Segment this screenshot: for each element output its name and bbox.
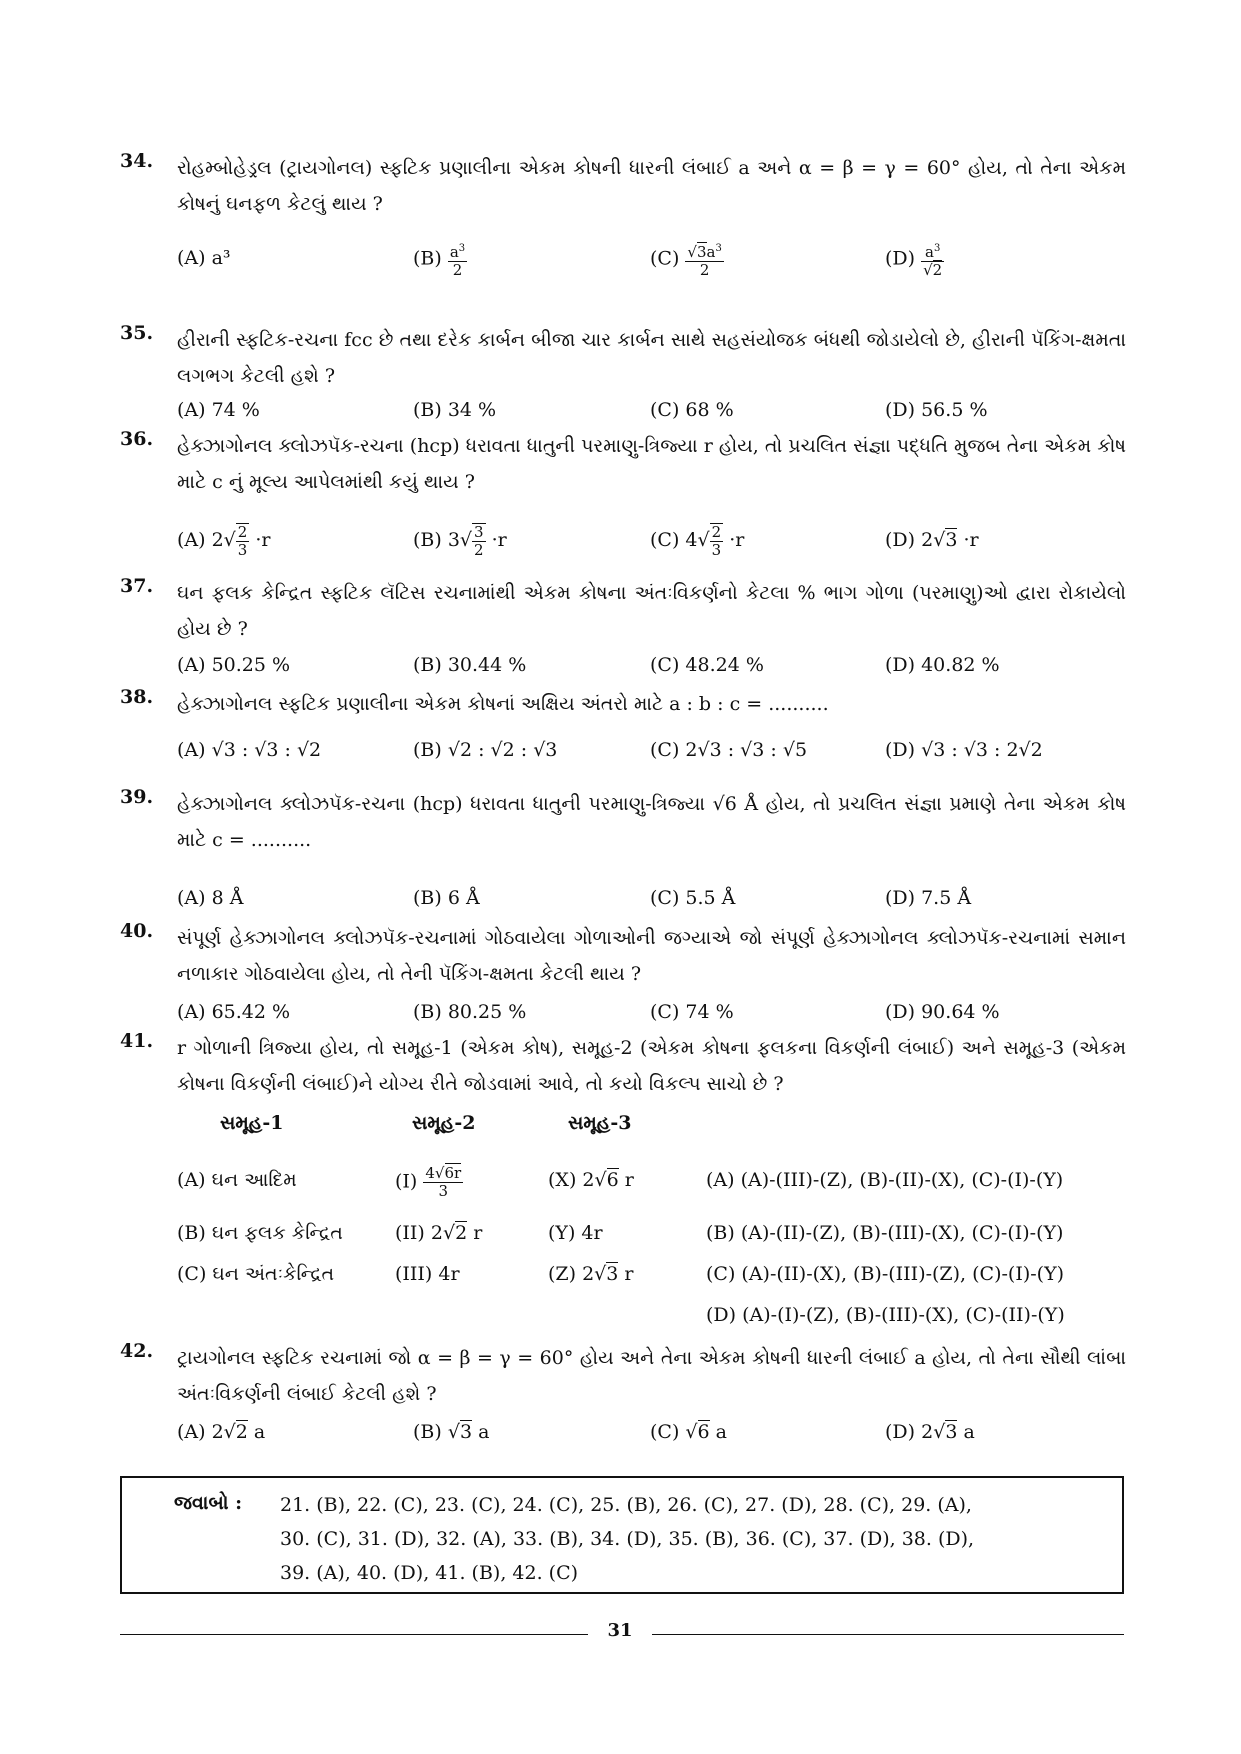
question-number: 35. [120,322,154,344]
group-2-item: (I) $\frac{4√6r}{3}$ [395,1164,462,1200]
group-3-item: (Z) 2√3 r [548,1263,634,1285]
question-40 [120,920,1126,1023]
footer-rule-left [120,1634,588,1635]
options-row [177,522,1137,558]
option-a: (A) 8 Å [177,887,244,909]
answer-key-line: 30. (C), 31. (D), 32. (A), 33. (B), 34. (D), 35. (B), 36. (C), 37. (D), 38. (D), [280,1528,975,1550]
group-1-item: (C) ઘન અંતઃકેન્દ્રિત [177,1263,335,1285]
option-d: (D) 2√3 a [885,1421,975,1443]
question-35 [120,322,1126,421]
question-text: ટ્રાયગોનલ સ્ફટિક રચનામાં જો α = β = γ = 60° હોય અને તેના એકમ કોષની ધારની લંબાઈ a હોય, તો તેના સૌથી લાંબા અંતઃવિકર્ણની લંબાઈ કેટલી હશે ? [177,1347,1126,1405]
question-text: હેક્ઝાગોનલ ક્લોઝપૅક-રચના (hcp) ધરાવતા ધાતુની પરમાણુ-ત્રિજ્યા r હોય, તો પ્રચલિત સંજ્ઞા પદ્ધતિ મુજબ તેના એકમ કોષ માટે c નું મૂલ્ય આપેલમાંથી કયું થાય ? [177,435,1126,493]
question-text: હેક્ઝાગોનલ ક્લોઝપૅક-રચના (hcp) ધરાવતા ધાતુની પરમાણુ-ત્રિજ્યા √6 Å હોય, તો પ્રચલિત સંજ્ઞા પ્રમાણે તેના એકમ કોષ માટે c = .......... [177,793,1126,851]
question-number: 37. [120,575,154,597]
fraction: $\frac{√3a^3}{2}$ [685,240,723,279]
option-d: (D) $\frac{a^3}{√2}$ [885,240,944,279]
options-row [177,392,1137,428]
question-number: 39. [120,786,154,808]
group-3-item: (Y) 4r [548,1222,603,1244]
fraction: $\frac{a^3}{√2}$ [921,240,944,279]
group-1-item: (B) ઘન ફલક કેન્દ્રિત [177,1222,343,1244]
group-1-item: (A) ઘન આદિમ [177,1169,297,1191]
group-2-item: (III) 4r [395,1263,460,1285]
answer-key-line: 39. (A), 40. (D), 41. (B), 42. (C) [280,1562,579,1584]
question-text: સંપૂર્ણ હેક્ઝાગોનલ ક્લોઝપૅક-રચનામાં ગોઠવાયેલા ગોળાઓની જગ્યાએ જો સંપૂર્ણ હેક્ઝાગોનલ ક્લોઝપૅક-રચનામાં સમાન નળાકાર ગોઠવાયેલા હોય, તો તેની પૅકિંગ-ક્ષમતા કેટલી થાય ? [177,927,1126,985]
option-d: (D) 56.5 % [885,399,988,421]
question-text: હીરાની સ્ફટિક-રચના fcc છે તથા દરેક કાર્બન બીજા ચાર કાર્બન સાથે સહસંયોજક બંધથી જોડાયેલો છે, હીરાની પૅકિંગ-ક્ષમતા લગભગ કેટલી હશે ? [177,329,1126,387]
group-2-header: સમૂહ-2 [412,1112,476,1134]
option-b: (B) √3 a [413,1421,490,1443]
page-number: 31 [607,1620,633,1641]
options-row [177,647,1137,683]
group-3-header: સમૂહ-3 [568,1112,632,1134]
group-3-item: (X) 2√6 r [548,1169,634,1191]
option-a: (A) 74 % [177,399,260,421]
option-c: (C) 5.5 Å [650,887,736,909]
option-a: (A) a³ [177,247,231,269]
answer-key-box [120,1476,1124,1594]
options-row [177,1414,1137,1450]
option-c: (C) $\frac{√3a^3}{2}$ [650,240,724,279]
answer-key-line: 21. (B), 22. (C), 23. (C), 24. (C), 25. (B), 26. (C), 27. (D), 28. (C), 29. (A), [280,1494,972,1516]
match-choice-a: (A) (A)-(III)-(Z), (B)-(II)-(X), (C)-(I)-(Y) [706,1169,1064,1191]
question-number: 40. [120,920,154,942]
option-b: (B) 6 Å [413,887,480,909]
footer-rule-right [652,1634,1124,1635]
option-c: (C) 74 % [650,1001,734,1023]
options-row [177,880,1137,916]
match-choice-b: (B) (A)-(II)-(Z), (B)-(III)-(X), (C)-(I)-(Y) [706,1222,1064,1244]
option-d: (D) 2√3 ·r [885,529,979,551]
option-d: (D) √3 : √3 : 2√2 [885,739,1043,761]
question-39 [120,786,1126,909]
question-text: ઘન ફલક કેન્દ્રિત સ્ફટિક લૅટિસ રચનામાંથી એકમ કોષના અંતઃવિકર્ણનો કેટલા % ભાગ ગોળા (પરમાણુ)ઓ દ્વારા રોકાયેલો હોય છે ? [177,582,1126,640]
group-1-header: સમૂહ-1 [220,1112,284,1134]
option-b: (B) 3√ $\frac{3}{2}$ ·r [413,523,507,559]
option-c: (C) 2√3 : √3 : √5 [650,739,808,761]
match-choice-d: (D) (A)-(I)-(Z), (B)-(III)-(X), (C)-(II)-(Y) [706,1304,1065,1326]
option-d: (D) 90.64 % [885,1001,1000,1023]
option-b: (B) $\frac{a^3}{2}$ [413,240,467,279]
question-number: 42. [120,1340,154,1362]
question-37 [120,575,1126,676]
option-d: (D) 7.5 Å [885,887,972,909]
question-number: 38. [120,686,154,708]
option-c: (C) 48.24 % [650,654,764,676]
option-c: (C) √6 a [650,1421,727,1443]
question-42 [120,1340,1126,1443]
question-number: 34. [120,150,154,172]
option-a: (A) 2√2 a [177,1421,266,1443]
option-b: (B) 34 % [413,399,497,421]
option-c: (C) 4√ $\frac{2}{3}$ ·r [650,523,745,559]
option-c: (C) 68 % [650,399,734,421]
question-41 [120,1030,1126,1102]
options-row [177,732,1137,768]
answer-key-label: જવાબો : [174,1492,243,1514]
fraction: $\frac{a^3}{2}$ [448,240,467,279]
question-number: 41. [120,1030,154,1052]
question-34 [120,150,1126,279]
option-b: (B) 30.44 % [413,654,527,676]
option-a: (A) 50.25 % [177,654,291,676]
option-d: (D) 40.82 % [885,654,1000,676]
question-text: હેક્ઝાગોનલ સ્ફટિક પ્રણાલીના એકમ કોષનાં અક્ષિય અંતરો માટે a : b : c = .......... [177,693,829,715]
option-a: (A) √3 : √3 : √2 [177,739,322,761]
question-38 [120,686,1126,761]
option-b: (B) √2 : √2 : √3 [413,739,558,761]
question-text: r ગોળાની ત્રિજ્યા હોય, તો સમૂહ-1 (એકમ કોષ), સમૂહ-2 (એકમ કોષના ફલકના વિકર્ણની લંબાઈ) અને સમૂહ-3 (એકમ કોષના વિકર્ણની લંબાઈ)ને યોગ્ય રીતે જોડવામાં આવે, તો કયો વિકલ્પ સાચો છે ? [177,1037,1126,1095]
question-text: રોહમ્બોહેડ્રલ (ટ્રાયગોનલ) સ્ફટિક પ્રણાલીના એકમ કોષની ધારની લંબાઈ a અને α = β = γ = 60° હોય, તો તેના એકમ કોષનું ઘનફળ કેટલું થાય ? [177,157,1126,215]
options-row [177,994,1137,1030]
match-choice-c: (C) (A)-(II)-(X), (B)-(III)-(Z), (C)-(I)-(Y) [706,1263,1065,1285]
group-2-item: (II) 2√2 r [395,1222,483,1244]
question-number: 36. [120,428,154,450]
options-row [177,240,1137,279]
option-b: (B) 80.25 % [413,1001,527,1023]
option-a: (A) 2√ $\frac{2}{3}$ ·r [177,523,271,559]
question-36 [120,428,1126,559]
option-a: (A) 65.42 % [177,1001,291,1023]
